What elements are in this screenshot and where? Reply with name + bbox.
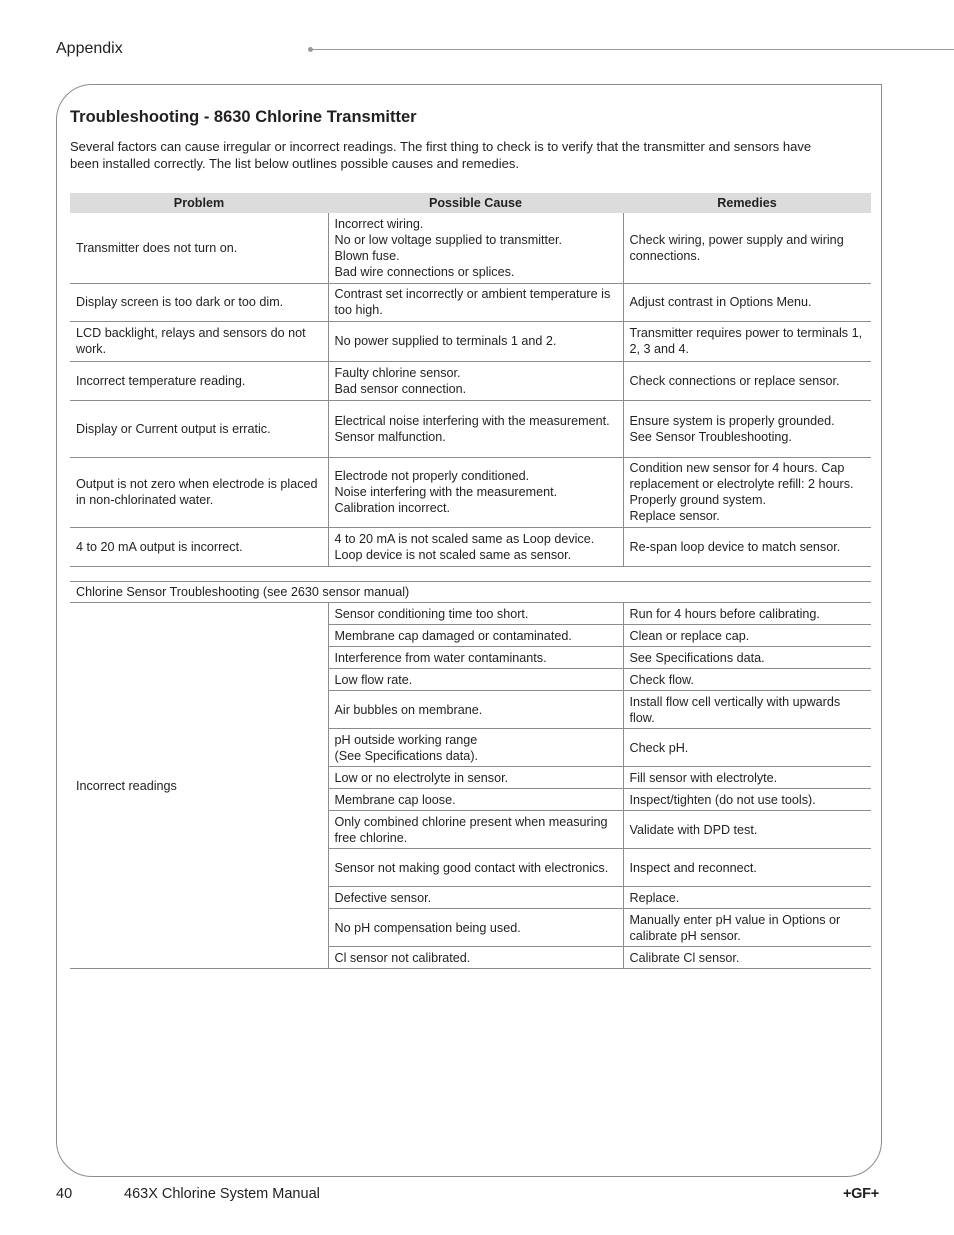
remedy-cell-line: Validate with DPD test. xyxy=(629,822,758,837)
remedy-cell-line: Inspect and reconnect. xyxy=(629,860,757,875)
cause-cell-line: Contrast set incorrectly or ambient temperature is too high. xyxy=(334,287,611,317)
cause-cell-line: Low flow rate. xyxy=(334,672,413,687)
cause-cell-line: (See Specifications data). xyxy=(334,748,479,763)
cause-cell xyxy=(328,457,623,527)
cause-cell xyxy=(328,767,623,789)
cause-cell xyxy=(328,603,623,625)
remedy-cell xyxy=(623,909,871,947)
cause-cell xyxy=(328,361,623,400)
problem-cell xyxy=(70,213,328,283)
cause-cell xyxy=(328,283,623,321)
footer-page-number: 40 xyxy=(56,1186,73,1202)
remedy-cell xyxy=(623,213,871,283)
problem-cell xyxy=(70,527,328,566)
table-row xyxy=(70,321,871,361)
troubleshooting-table xyxy=(70,193,871,567)
cause-cell-line: Low or no electrolyte in sensor. xyxy=(334,770,509,785)
remedy-cell-line: Replace. xyxy=(629,890,680,905)
cause-cell xyxy=(328,849,623,887)
cause-cell xyxy=(328,527,623,566)
cause-cell-line: No or low voltage supplied to transmitter. xyxy=(334,232,562,247)
cause-cell-line: No pH compensation being used. xyxy=(334,920,521,935)
section-label: Appendix xyxy=(56,40,123,57)
remedy-cell-line: Calibrate Cl sensor. xyxy=(629,950,740,965)
table-row xyxy=(70,603,871,625)
cause-cell xyxy=(328,669,623,691)
remedy-cell-line: Transmitter requires power to terminals 1, 2, 3 and 4. xyxy=(629,326,863,356)
sensor-problem-cell: Incorrect readings xyxy=(70,603,328,969)
sensor-section-heading: Chlorine Sensor Troubleshooting (see 2630 sensor manual) xyxy=(70,582,871,603)
column-header-remedies: Remedies xyxy=(623,193,871,213)
cause-cell-line: Membrane cap damaged or contaminated. xyxy=(334,628,572,643)
cause-cell xyxy=(328,909,623,947)
table-row xyxy=(70,457,871,527)
remedy-cell xyxy=(623,767,871,789)
remedy-cell xyxy=(623,691,871,729)
remedy-cell-line: Check pH. xyxy=(629,740,689,755)
cause-cell-line: Cl sensor not calibrated. xyxy=(334,950,471,965)
remedy-cell-line: Adjust contrast in Options Menu. xyxy=(629,295,812,309)
problem-cell xyxy=(70,283,328,321)
cause-cell-line: Loop device is not scaled same as sensor. xyxy=(334,547,572,562)
remedy-cell-line: Clean or replace cap. xyxy=(629,628,750,643)
remedy-cell-line: Check connections or replace sensor. xyxy=(629,373,840,388)
remedy-cell xyxy=(623,283,871,321)
footer-manual-title: 463X Chlorine System Manual xyxy=(124,1186,320,1202)
cause-cell xyxy=(328,321,623,361)
problem-cell-line: 4 to 20 mA output is incorrect. xyxy=(76,539,243,554)
cause-cell xyxy=(328,647,623,669)
table-row xyxy=(70,361,871,400)
table-row xyxy=(70,283,871,321)
remedy-cell-line: Run for 4 hours before calibrating. xyxy=(629,606,820,621)
cause-cell-line: 4 to 20 mA is not scaled same as Loop device. xyxy=(334,531,595,546)
cause-cell-line: Calibration incorrect. xyxy=(334,501,450,515)
remedy-cell xyxy=(623,811,871,849)
problem-cell-line: Incorrect temperature reading. xyxy=(76,373,246,388)
remedy-cell-line: See Specifications data. xyxy=(629,650,765,665)
remedy-cell-line: Check flow. xyxy=(629,672,694,687)
cause-cell-line: Electrode not properly conditioned. xyxy=(334,469,530,483)
cause-cell-line: Blown fuse. xyxy=(334,248,400,263)
intro-paragraph: Several factors can cause irregular or incorrect readings. The first thing to check is to verify that the transmitter and sensors have been installed correctly. The list below outlines possible causes and remedies. xyxy=(70,139,812,171)
header-rule xyxy=(310,49,954,50)
sensor-section-heading-row xyxy=(70,582,871,603)
table-row xyxy=(70,527,871,566)
cause-cell-line: Sensor malfunction. xyxy=(334,429,446,444)
column-header-cause: Possible Cause xyxy=(328,193,623,213)
cause-cell-line: Air bubbles on membrane. xyxy=(334,702,483,717)
cause-cell-line: Sensor not making good contact with electronics. xyxy=(334,860,609,875)
table-row xyxy=(70,213,871,283)
cause-cell-line: Defective sensor. xyxy=(334,890,432,905)
header-rule-dot xyxy=(308,47,313,52)
remedy-cell-line: Ensure system is properly grounded. xyxy=(629,413,835,428)
problem-cell xyxy=(70,321,328,361)
column-header-problem: Problem xyxy=(70,193,328,213)
problem-cell-line: Display or Current output is erratic. xyxy=(76,421,271,436)
problem-cell-line: Transmitter does not turn on. xyxy=(76,240,238,255)
remedy-cell-line: Manually enter pH value in Options or calibrate pH sensor. xyxy=(629,912,841,943)
cause-cell-line: pH outside working range xyxy=(334,732,478,747)
cause-cell xyxy=(328,729,623,767)
remedy-cell xyxy=(623,457,871,527)
remedy-cell xyxy=(623,361,871,400)
remedy-cell-line: Fill sensor with electrolyte. xyxy=(629,770,778,785)
cause-cell xyxy=(328,213,623,283)
remedy-cell xyxy=(623,321,871,361)
page-title: Troubleshooting - 8630 Chlorine Transmitter xyxy=(70,108,417,126)
remedy-cell xyxy=(623,947,871,969)
remedy-cell-line: Check wiring, power supply and wiring connections. xyxy=(629,232,844,263)
remedy-cell-line: Install flow cell vertically with upwards flow. xyxy=(629,694,841,725)
cause-cell-line: Bad sensor connection. xyxy=(334,381,467,396)
table-row xyxy=(70,400,871,457)
cause-cell-line: Sensor conditioning time too short. xyxy=(334,606,529,621)
remedy-cell xyxy=(623,400,871,457)
cause-cell xyxy=(328,887,623,909)
cause-cell-line: Noise interfering with the measurement. xyxy=(334,485,558,499)
remedy-cell xyxy=(623,669,871,691)
gf-logo: +GF+ xyxy=(843,1186,879,1202)
cause-cell xyxy=(328,947,623,969)
remedy-cell xyxy=(623,789,871,811)
cause-cell-line: Only combined chlorine present when measuring free chlorine. xyxy=(334,814,608,845)
problem-cell-line: LCD backlight, relays and sensors do not work. xyxy=(76,326,306,356)
remedy-cell xyxy=(623,849,871,887)
sensor-troubleshooting-table xyxy=(70,581,871,969)
cause-cell-line: Interference from water contaminants. xyxy=(334,650,547,665)
problem-cell-line: Output is not zero when electrode is placed in non-chlorinated water. xyxy=(76,477,318,507)
problem-cell xyxy=(70,361,328,400)
cause-cell xyxy=(328,400,623,457)
remedy-cell xyxy=(623,647,871,669)
remedy-cell-line: Inspect/tighten (do not use tools). xyxy=(629,792,816,807)
cause-cell xyxy=(328,625,623,647)
remedy-cell-line: Properly ground system. xyxy=(629,493,766,507)
cause-cell xyxy=(328,811,623,849)
cause-cell xyxy=(328,691,623,729)
cause-cell-line: No power supplied to terminals 1 and 2. xyxy=(334,334,557,348)
remedy-cell-line: Re-span loop device to match sensor. xyxy=(629,539,841,554)
remedy-cell xyxy=(623,625,871,647)
remedy-cell xyxy=(623,527,871,566)
cause-cell-line: Faulty chlorine sensor. xyxy=(334,365,461,380)
problem-cell xyxy=(70,400,328,457)
remedy-cell-line: Replace sensor. xyxy=(629,509,720,523)
cause-cell-line: Incorrect wiring. xyxy=(334,216,424,231)
remedy-cell xyxy=(623,603,871,625)
cause-cell-line: Membrane cap loose. xyxy=(334,792,456,807)
cause-cell xyxy=(328,789,623,811)
remedy-cell-line: Condition new sensor for 4 hours. Cap replacement or electrolyte refill: 2 hours. xyxy=(629,461,854,491)
cause-cell-line: Bad wire connections or splices. xyxy=(334,264,515,279)
remedy-cell xyxy=(623,729,871,767)
cause-cell-line: Electrical noise interfering with the measurement. xyxy=(334,413,610,428)
problem-cell xyxy=(70,457,328,527)
remedy-cell xyxy=(623,887,871,909)
problem-cell-line: Display screen is too dark or too dim. xyxy=(76,295,284,309)
remedy-cell-line: See Sensor Troubleshooting. xyxy=(629,429,792,444)
table-header-row xyxy=(70,193,871,213)
